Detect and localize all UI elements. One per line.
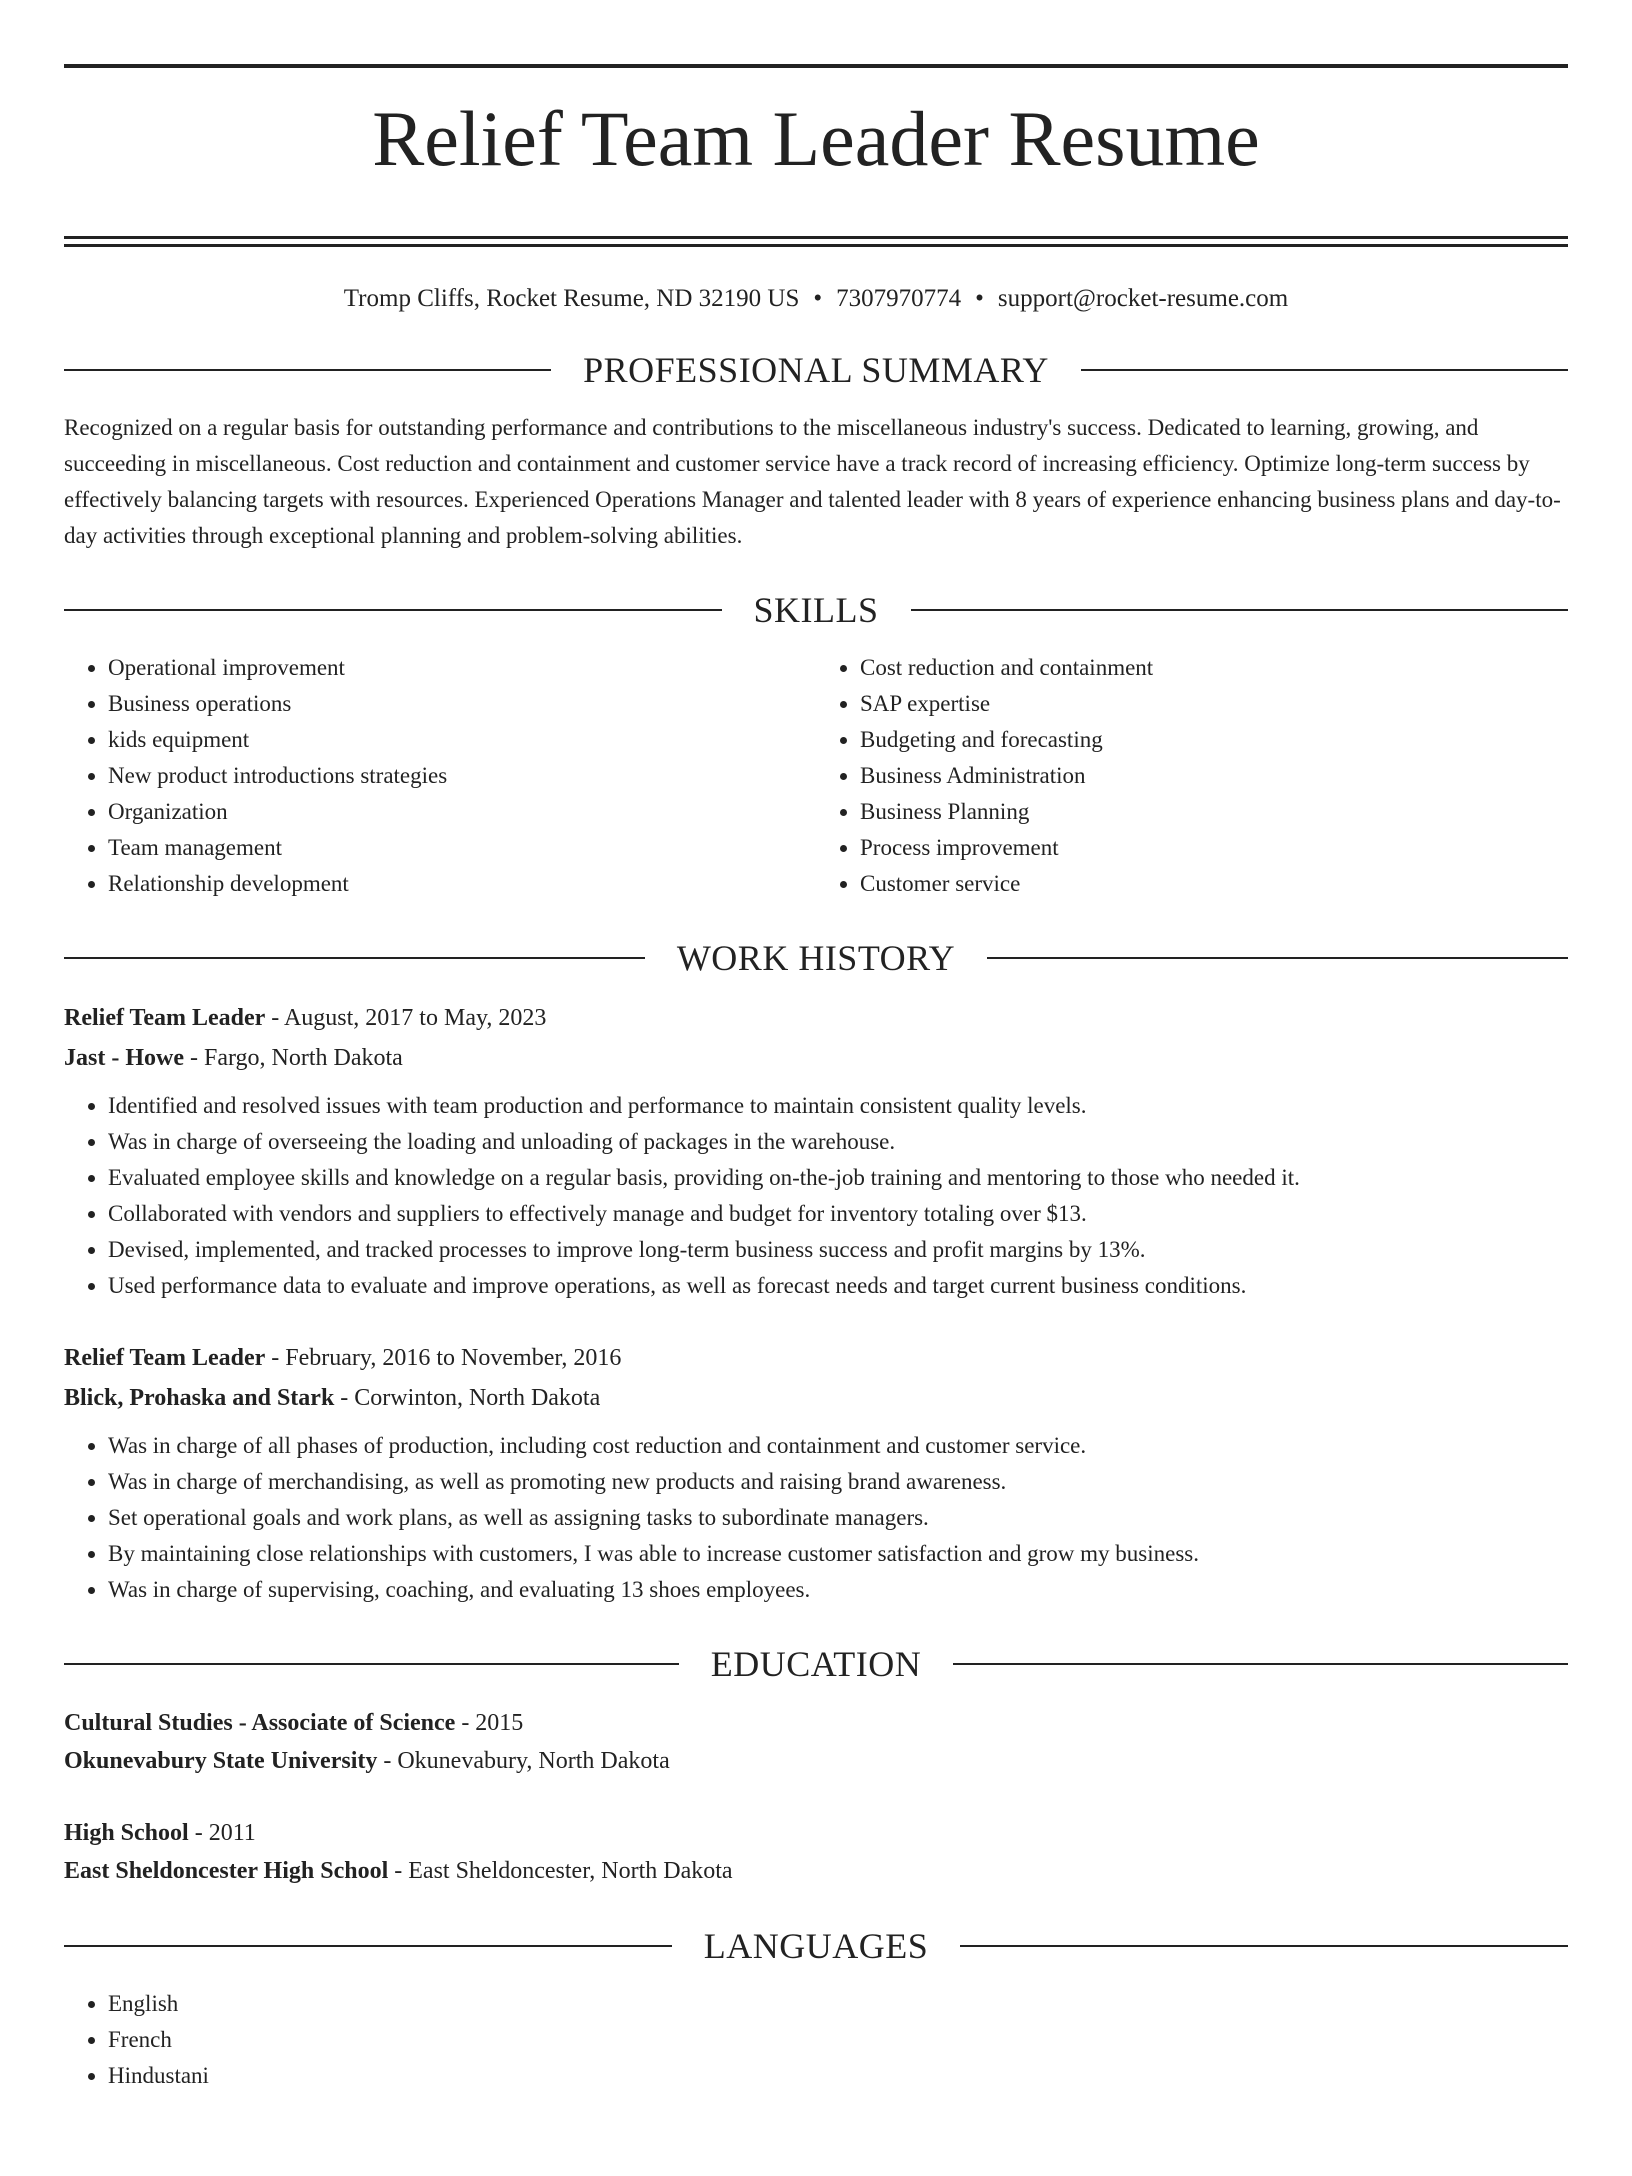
summary-text: Recognized on a regular basis for outstanding performance and contributions to the miscellaneous industry's success. Dedicated to learning, growing, and succeeding in miscellaneous. Cost reduction and containment and customer service have a track record of increasing efficiency. Optimize long-term success by effectively balancing targets with resources. Experienced Operations Manager and talented leader with 8 years of experience enhancing business plans and day-to-day activities through exceptional planning and problem-solving abilities.	[64, 415, 1561, 549]
education-year: - 2015	[455, 1710, 524, 1737]
job-bullet: • Collaborated with vendors and suppliers to effectively manage and budget for inventory totaling over $13.	[108, 1196, 1568, 1232]
education-location: - East Sheldoncester, North Dakota	[388, 1858, 733, 1885]
skill-item: • Budgeting and forecasting	[860, 722, 1568, 758]
job-bullet: • Was in charge of all phases of production, including cost reduction and containment and customer service.	[108, 1428, 1568, 1464]
resume-page	[0, 64, 1632, 2176]
job-company: Jast - Howe	[64, 1045, 184, 1072]
section-heading-languages	[64, 1926, 1568, 1966]
job-bullet: • Set operational goals and work plans, as well as assigning tasks to subordinate managers.	[108, 1500, 1568, 1536]
education-degree: Cultural Studies - Associate of Science	[64, 1710, 456, 1737]
job-company-line	[64, 1378, 1568, 1418]
skill-item: • Customer service	[860, 866, 1568, 902]
divider-line	[64, 1663, 679, 1665]
skills-list-left	[64, 650, 816, 902]
job-bullet: • By maintaining close relationships with customers, I was able to increase customer satisfaction and grow my business.	[108, 1536, 1568, 1572]
skills-columns	[64, 650, 1568, 902]
divider-line	[1081, 369, 1568, 371]
skill-item: • Relationship development	[108, 866, 816, 902]
job-location: - Corwinton, North Dakota	[334, 1385, 601, 1412]
job-title: Relief Team Leader	[64, 1005, 266, 1032]
job-company: Blick, Prohaska and Stark	[64, 1385, 335, 1412]
section-heading-summary	[64, 350, 1568, 390]
skill-item: • kids equipment	[108, 722, 816, 758]
skill-item: • New product introductions strategies	[108, 758, 816, 794]
top-rule	[64, 64, 1568, 68]
language-item: • English	[108, 1986, 1568, 2022]
contact-address: Tromp Cliffs, Rocket Resume, ND 32190 US	[343, 285, 800, 313]
divider-line	[987, 957, 1568, 959]
language-item: • Hindustani	[108, 2058, 1568, 2094]
skill-item: • Business operations	[108, 686, 816, 722]
job-bullets	[64, 1428, 1568, 1608]
education-school: East Sheldoncester High School	[64, 1858, 389, 1885]
language-item: • French	[108, 2022, 1568, 2058]
job-entry	[64, 998, 1568, 1304]
job-location: - Fargo, North Dakota	[183, 1045, 403, 1072]
contact-line	[64, 284, 1568, 314]
job-bullet: • Devised, implemented, and tracked processes to improve long-term business success and profit margins by 13%.	[108, 1232, 1568, 1268]
education-school-line	[64, 1742, 1568, 1780]
skill-item: • Organization	[108, 794, 816, 830]
section-title: LANGUAGES	[703, 1926, 929, 1967]
divider-line	[64, 1945, 672, 1947]
job-bullet: • Used performance data to evaluate and improve operations, as well as forecast needs and target current business conditions.	[108, 1268, 1568, 1304]
divider-line	[953, 1663, 1568, 1665]
skills-list-right	[816, 650, 1568, 902]
skill-item: • Cost reduction and containment	[860, 650, 1568, 686]
job-bullet: • Was in charge of overseeing the loading and unloading of packages in the warehouse.	[108, 1124, 1568, 1160]
section-heading-education	[64, 1644, 1568, 1684]
section-title: WORK HISTORY	[676, 938, 956, 979]
education-entry	[64, 1704, 1568, 1780]
section-heading-skills	[64, 590, 1568, 630]
skill-item: • Operational improvement	[108, 650, 816, 686]
job-entry	[64, 1338, 1568, 1608]
section-title: EDUCATION	[710, 1644, 922, 1685]
job-bullets	[64, 1088, 1568, 1304]
education-school: Okunevabury State University	[64, 1748, 378, 1775]
contact-separator: •	[813, 285, 823, 313]
job-title-line	[64, 998, 1568, 1038]
job-bullet: • Was in charge of merchandising, as well as promoting new products and raising brand awareness.	[108, 1464, 1568, 1500]
job-bullet: • Was in charge of supervising, coaching, and evaluating 13 shoes employees.	[108, 1572, 1568, 1608]
section-heading-work	[64, 938, 1568, 978]
divider-line	[911, 609, 1569, 611]
job-dates: - February, 2016 to November, 2016	[265, 1345, 622, 1372]
education-year: - 2011	[188, 1820, 256, 1847]
skill-item: • Business Administration	[860, 758, 1568, 794]
divider-line	[64, 369, 551, 371]
skill-item: • Process improvement	[860, 830, 1568, 866]
job-company-line	[64, 1038, 1568, 1078]
job-dates: - August, 2017 to May, 2023	[265, 1005, 547, 1032]
education-location: - Okunevabury, North Dakota	[377, 1748, 670, 1775]
divider-line	[64, 609, 722, 611]
contact-separator: •	[975, 285, 984, 313]
job-title-line	[64, 1338, 1568, 1378]
languages-list	[64, 1986, 1568, 2094]
education-entry	[64, 1814, 1568, 1890]
contact-phone: 7307970774	[836, 285, 962, 313]
education-degree-line	[64, 1704, 1568, 1742]
skill-item: • Business Planning	[860, 794, 1568, 830]
education-degree-line	[64, 1814, 1568, 1852]
section-title: SKILLS	[753, 590, 879, 631]
job-title: Relief Team Leader	[64, 1345, 266, 1372]
education-school-line	[64, 1852, 1568, 1890]
job-bullet: • Identified and resolved issues with team production and performance to maintain consistent quality levels.	[108, 1088, 1568, 1124]
title-double-rule	[64, 236, 1568, 247]
divider-line	[960, 1945, 1568, 1947]
skill-item: • SAP expertise	[860, 686, 1568, 722]
contact-email: support@rocket-resume.com	[997, 285, 1289, 313]
section-title: PROFESSIONAL SUMMARY	[583, 350, 1049, 391]
skill-item: • Team management	[108, 830, 816, 866]
divider-line	[64, 957, 645, 959]
job-bullet: • Evaluated employee skills and knowledge on a regular basis, providing on-the-job training and mentoring to those who needed it.	[108, 1160, 1568, 1196]
education-degree: High School	[64, 1820, 189, 1847]
resume-title: Relief Team Leader Resume	[372, 95, 1260, 182]
